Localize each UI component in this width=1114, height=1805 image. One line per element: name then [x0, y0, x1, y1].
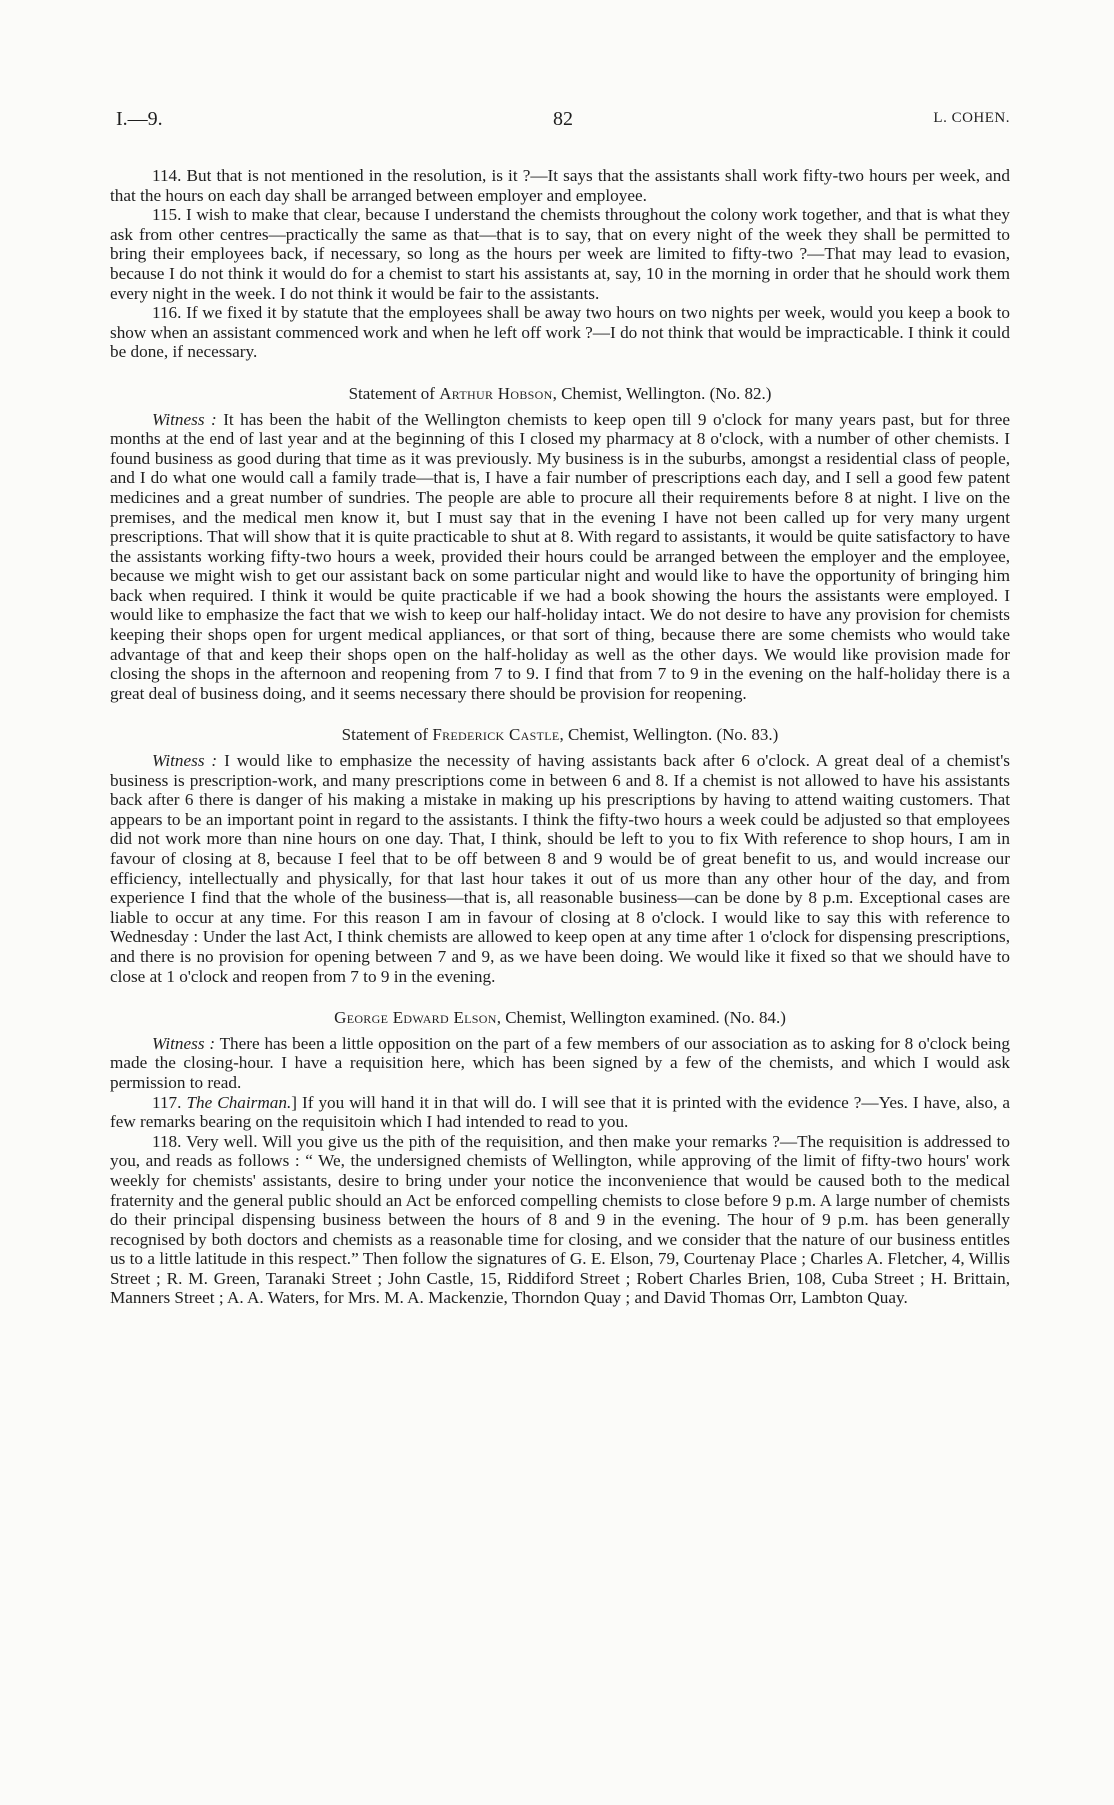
page-number: 82: [553, 108, 573, 130]
heading-prefix: Statement of: [348, 383, 435, 403]
statement-83-heading: [110, 725, 1010, 745]
document-body: [110, 166, 1010, 1308]
witness-label: Witness :: [152, 751, 218, 771]
statement-83-text: [110, 751, 1010, 986]
question-117: [110, 1093, 1010, 1132]
paper-reference: I.—9.: [116, 108, 163, 130]
statement-body: There has been a little opposition on the part of a few members of our association as to asking for 8 o'clock being made the closing-hour. I have a requisition here, which has been signed by a few of the chemists, and which I would ask permission to read.: [110, 1033, 1010, 1092]
witness-name: Arthur Hobson: [439, 383, 553, 403]
question-115: 115. I wish to make that clear, because I understand the chemists throughout the colony work together, and that is what they ask from other centres—practically the same as that—that is to say, that on every night of the week they shall be permitted to bring their employees back, if necessary, so long as the hours per week are limited to fifty-two ?—That may lead to evasion, because I do not think it would do for a chemist to start his assistants at, say, 10 in the morning in order that he should work them every night in the week. I do not think it would be fair to the assistants.: [110, 205, 1010, 303]
statement-82-text: [110, 410, 1010, 704]
question-116: 116. If we fixed it by statute that the employees shall be away two hours on two nights per week, would you keep a book to show when an assistant commenced work and when he left off work ?—I do not think that would be impracticable. I think it could be done, if necessary.: [110, 303, 1010, 362]
witness-running-head: L. COHEN.: [933, 110, 1010, 126]
heading-prefix: Statement of: [341, 725, 429, 745]
statement-84-text: [110, 1034, 1010, 1093]
heading-suffix: , Chemist, Wellington. (No. 82.): [552, 383, 772, 403]
statement-body: I would like to emphasize the necessity of having assistants back after 6 o'clock. A great deal of a chemist's business is prescription-work, and many prescriptions come in between 6 and 8. If a chemist is not allowed to have his assistants back after 6 there is danger of his making a mistake in making up his prescriptions by having to attend waiting customers. That appears to be an important point in regard to the assistants. I think the fifty-two hours a week could be adjusted so that employees did not work more than nine hours on one day. That, I think, should be left to you to fix With reference to shop hours, I am in favour of closing at 8, because I feel that to be off between 8 and 9 would be of great benefit to us, and would increase our efficiency, intellectually and physically, for that last hour takes it out of us more than any other hour of the day, and from experience I find that the whole of the business—that is, all reasonable business—can be done by 8 p.m. Exceptional cases are liable to occur at any time. For this reason I am in favour of closing at 8 o'clock. I would like to say this with reference to Wednesday : Under the last Act, I think chemists are allowed to keep open at any time after 1 o'clock for dispensing prescriptions, and there is no provision for opening between 7 and 9, as we have been doing. We would like it fixed so that we should have to close at 1 o'clock and reopen from 7 to 9 in the evening.: [110, 751, 1010, 986]
question-114: 114. But that is not mentioned in the resolution, is it ?—It says that the assistants shall work fifty-two hours per week, and that the hours on each day shall be arranged between employer and employee.: [110, 166, 1010, 205]
question-number: 117.: [152, 1092, 182, 1112]
speaker-label: The Chairman.: [186, 1092, 292, 1112]
statement-84-heading: [110, 1008, 1010, 1028]
heading-suffix: , Chemist, Wellington examined. (No. 84.): [496, 1008, 786, 1028]
witness-label: Witness :: [152, 1033, 216, 1053]
statement-82-heading: [110, 384, 1010, 404]
witness-name: George Edward Elson: [334, 1008, 497, 1028]
statement-body: It has been the habit of the Wellington chemists to keep open till 9 o'clock for many years past, but for three months at the end of last year and at the beginning of this I closed my pharmacy at 8 o'clock, with a number of other chemists. I found business as good during that time as it was previously. My business is in the suburbs, amongst a residential class of people, and I do what one would call a family trade—that is, I have a fair number of prescriptions each day, and I sell a good few patent medicines and a great number of sundries. The people are able to procure all their requirements before 8 at night. I live on the premises, and the medical men know it, but I must say that in the evening I have not been called up for very many urgent prescriptions. That will show that it is quite practicable to shut at 8. With regard to assistants, it would be quite satisfactory to have the assistants working fifty-two hours a week, provided their hours could be arranged between the employer and the employee, because we might wish to get our assistant back on some particular night and would like to have the opportunity of bringing him back when required. I think it would be quite practicable if we had a book showing the hours the assistants were employed. I would like to emphasize the fact that we wish to keep our half-holiday intact. We do not desire to have any provision for chemists keeping their shops open for urgent medical appliances, or that sort of thing, because there are some chemists who would take advantage of that and keep their shops open on the half-holiday as well as the other days. We would like provision made for closing the shops in the afternoon and reopening from 7 to 9. I find that from 7 to 9 in the evening on the half-holiday there is a great deal of business doing, and it seems necessary there should be provision for reopening.: [110, 409, 1010, 703]
heading-suffix: , Chemist, Wellington. (No. 83.): [559, 725, 779, 745]
witness-label: Witness :: [152, 409, 217, 429]
question-body: ] If you will hand it in that will do. I will see that it is printed with the evidence ?—Yes. I have, also, a few remarks bearing on the requisitoin which I had intended to read to you.: [110, 1092, 1011, 1132]
question-118: 118. Very well. Will you give us the pith of the requisition, and then make your remarks ?—The requisition is addressed to you, and reads as follows : “ We, the undersigned chemists of Wellington, while approving of the limit of fifty-two hours' work weekly for chemists' assistants, desire to bring under your notice the inconvenience that would be caused both to the medical fraternity and the general public should an Act be enforced compelling chemists to close before 9 p.m. A large number of chemists do their principal dispensing business between the hours of 8 and 9 in the evening. The hour of 9 p.m. has been generally recognised by both doctors and chemists as a reasonable time for closing, and we consider that the nature of our business entitles us to a little latitude in this respect.” Then follow the signatures of G. E. Elson, 79, Courtenay Place ; Charles A. Fletcher, 4, Willis Street ; R. M. Green, Taranaki Street ; John Castle, 15, Riddiford Street ; Robert Charles Brien, 108, Cuba Street ; H. Brittain, Manners Street ; A. A. Waters, for Mrs. M. A. Mackenzie, Thorndon Quay ; and David Thomas Orr, Lambton Quay.: [110, 1131, 1010, 1308]
witness-name: Frederick Castle: [432, 725, 560, 745]
page-header: [116, 108, 1010, 138]
